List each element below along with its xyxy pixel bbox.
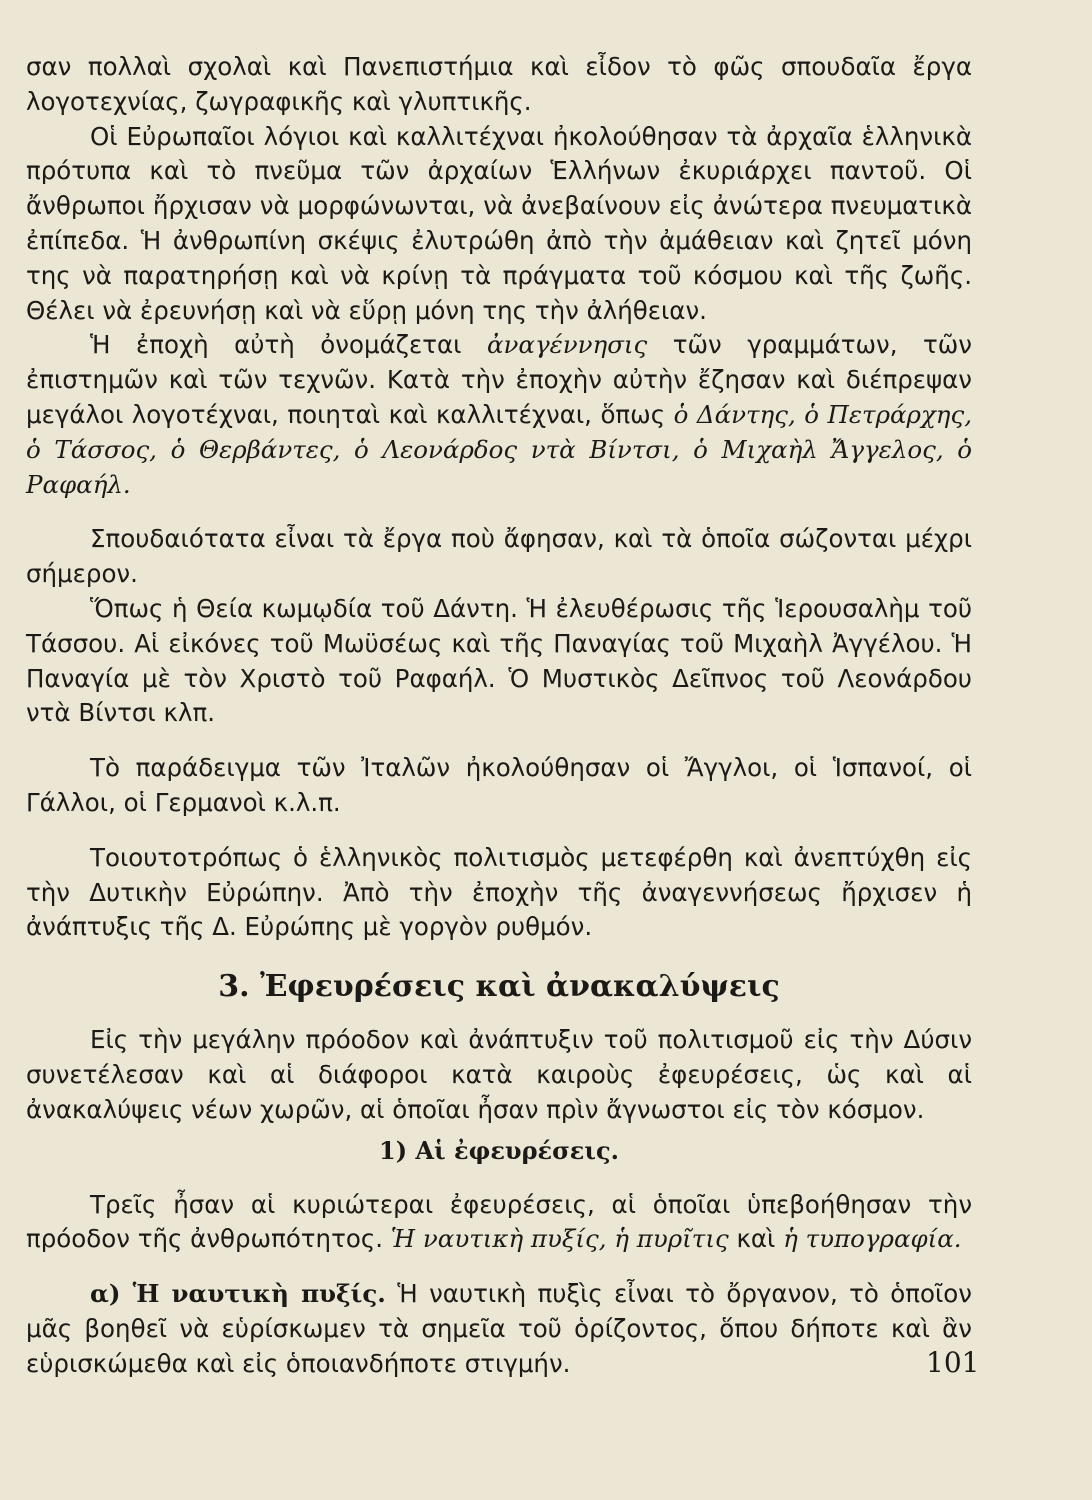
page-number: 101 (926, 1346, 980, 1379)
renaissance-term: ἀναγέννησις (486, 330, 648, 360)
paragraph-continuation: σαν πολλαὶ σχολαὶ καὶ Πανεπιστήμια καὶ εἶδον τὸ φῶς σπουδαῖα ἔργα λογοτεχνίας, ζωγραφικῆς καὶ γλυπτικῆς. (26, 52, 972, 116)
paragraph-western-europe: Τοιουτοτρόπως ὁ ἑλληνικὸς πολιτισμὸς μετεφέρθη καὶ ἀνεπτύχθη εἰς τὴν Δυτικὴν Εὐρώπην. Ἀπὸ τὴν ἐποχὴν τῆς ἀναγεννήσεως ἤρχισεν ἡ ἀνάπτυξις τῆς Δ. Εὐρώπης μὲ γοργὸν ρυθμόν. (26, 842, 972, 942)
invention-compass-gunpowder: Ἡ ναυτικὴ πυξίς, ἡ πυρῖτις (390, 1224, 729, 1254)
paragraph-inventions-intro: Εἰς τὴν μεγάλην πρόοδον καὶ ἀνάπτυξιν τοῦ πολιτισμοῦ εἰς τὴν Δύσιν συνετέλεσαν καὶ αἱ διάφοροι κατὰ καιροὺς ἐφευρέσεις, ὡς καὶ αἱ ἀνακαλύψεις νέων χωρῶν, αἱ ὁποῖαι ἦσαν πρὶν ἄγνωστοι εἰς τὸν κόσμον. (26, 1025, 972, 1124)
invention-printing: ἡ τυπογραφία. (783, 1224, 962, 1254)
paragraph-european-scholars: Οἱ Εὐρωπαῖοι λόγιοι καὶ καλλιτέχναι ἠκολούθησαν τὰ ἀρχαῖα ἑλληνικὰ πρότυπα καὶ τὸ πνεῦμα τῶν ἀρχαίων Ἑλλήνων ἐκυριάρχει παντοῦ. Οἱ ἄνθρωποι ἤρχισαν νὰ μορφώνωνται, νὰ ἀνεβαίνουν εἰς ἀνώτερα πνευματικὰ ἐπίπεδα. Ἡ ἀνθρωπίνη σκέψις ἐλυτρώθη ἀπὸ τὴν ἀμάθειαν καὶ ζητεῖ μόνη της νὰ παρατηρήσῃ καὶ νὰ κρίνῃ τὰ πράγματα τοῦ κόσμου καὶ τῆς ζωῆς. Θέλει νὰ ἐρευνήσῃ καὶ νὰ εὕρῃ μόνη της τὴν ἀλήθειαν. (26, 121, 972, 325)
paragraph-important-works: Σπουδαιότατα εἶναι τὰ ἔργα ποὺ ἄφησαν, καὶ τὰ ὁποῖα σώζονται μέχρι σήμερον. (26, 524, 972, 589)
renaissance-artist-names: ὁ Δάντης, ὁ Πετράρχης, ὁ Τάσσος, ὁ Θερβάντες, ὁ Λεονάρδος ντὰ Βίντσι, ὁ Μιχαὴλ Ἄγγελος, ὁ Ραφαήλ. (26, 399, 972, 499)
conjunction-and: καὶ (728, 1224, 784, 1254)
paragraph-three-inventions (26, 1188, 972, 1258)
compass-text: Ἡ ναυτικὴ πυξὶς εἶναι τὸ ὄργανον, τὸ ὁποῖον μᾶς βοηθεῖ νὰ εὑρίσκωμεν τὰ σημεῖα τοῦ ὁρίζοντος, ὅπου δήποτε καὶ ἂν εὑρισκώμεθα καὶ εἰς ὁποιανδήποτε στιγμήν. (26, 1279, 972, 1378)
paragraph-works-list: Ὅπως ἡ Θεία κωμῳδία τοῦ Δάντη. Ἡ ἐλευθέρωσις τῆς Ἱερουσαλὴμ τοῦ Τάσσου. Αἱ εἰκόνες τοῦ Μωϋσέως καὶ τῆς Παναγίας τοῦ Μιχαὴλ Ἀγγέλου. Ἡ Παναγία μὲ τὸν Χριστὸ τοῦ Ραφαήλ. Ὁ Μυστικὸς Δεῖπνος τοῦ Λεονάρδου ντὰ Βίντσι κλπ. (26, 593, 972, 728)
three-inventions-text: Τρεῖς ἦσαν αἱ κυριώτεραι ἐφευρέσεις, αἱ ὁποῖαι ὑπεβοήθησαν τὴν πρόοδον τῆς ἀνθρωπότητος. (26, 1189, 972, 1254)
section-heading: 3. Ἐφευρέσεις καὶ ἀνακαλύψεις (218, 969, 780, 1005)
renaissance-text-mid: τῶν γραμμάτων, τῶν ἐπιστημῶν καὶ τῶν τεχνῶν. Κατὰ τὴν ἐποχὴν αὐτὴν ἔζησαν καὶ διέπρεψαν μεγάλοι λογοτέχναι, ποιηταὶ καὶ καλλιτέχναι, ὅπως (26, 330, 972, 429)
subheading-inventions: 1) Αἱ ἐφευρέσεις. (379, 1135, 619, 1165)
compass-label: α) Ἡ ναυτικὴ πυξίς. (90, 1279, 386, 1309)
renaissance-text-start: Ἡ ἐποχὴ αὐτὴ ὀνομάζεται (90, 330, 487, 360)
paragraph-compass (26, 1277, 972, 1381)
paragraph-renaissance (26, 328, 972, 502)
paragraph-other-nations: Τὸ παράδειγμα τῶν Ἰταλῶν ἠκολούθησαν οἱ Ἄγγλοι, οἱ Ἱσπανοί, οἱ Γάλλοι, οἱ Γερμανοὶ κ.λ.π. (26, 753, 972, 817)
